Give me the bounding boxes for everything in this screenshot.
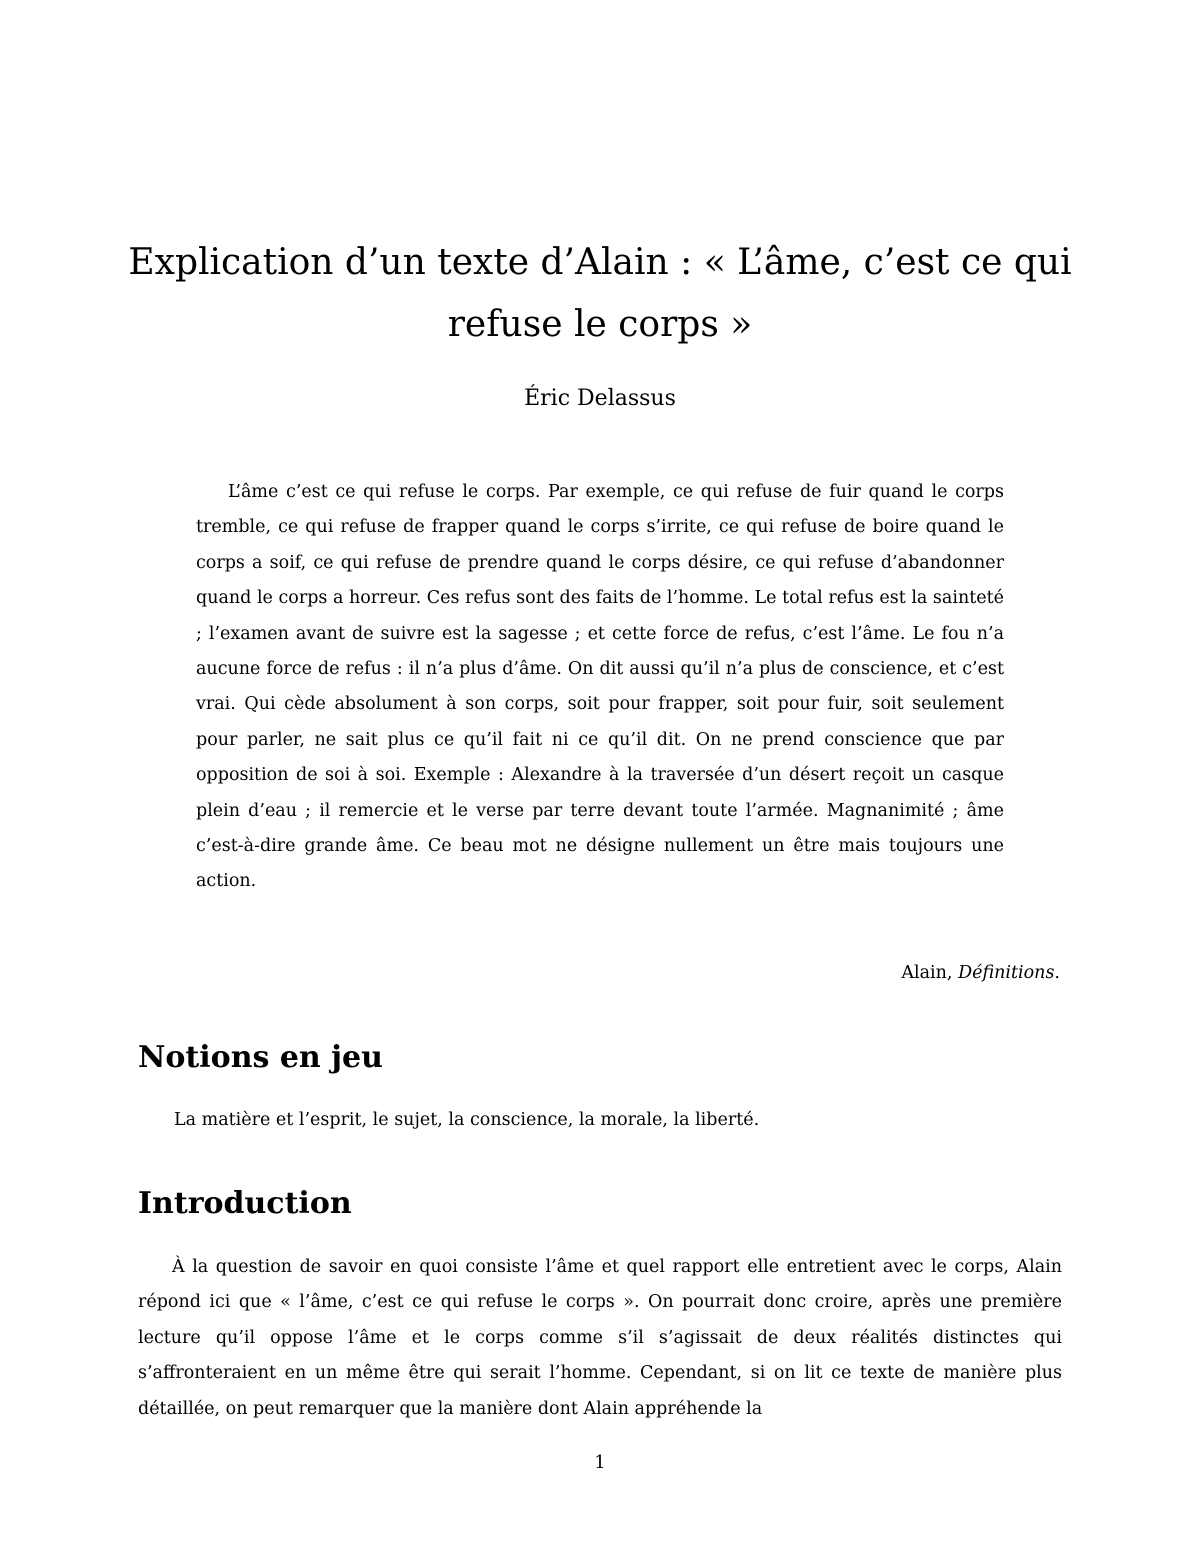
document-title: Explication d’un texte d’Alain : « L’âme, c’est ce qui refuse le corps » (128, 242, 1072, 345)
source-author: Alain, (901, 963, 953, 983)
author-name: Éric Delassus (524, 386, 676, 411)
source-work: Définitions. (958, 963, 1060, 983)
section-heading-introduction: Introduction (138, 1186, 352, 1221)
notions-text: La matière et l’esprit, le sujet, la conscience, la morale, la liberté. (174, 1110, 760, 1130)
page-number: 1 (594, 1452, 606, 1473)
quoted-passage: L’âme c’est ce qui refuse le corps. Par exemple, ce qui refuse de fuir quand le corps tremble, ce qui refuse de frapper quand le corps s’irrite, ce qui refuse de boire quand le corps a soif, ce qui refuse de prendre quand le corps désire, ce qui refuse d’abandonner quand le corps a horreur. Ces refus sont des faits de l’homme. Le total refus est la sainteté ; l’examen avant de suivre est la sagesse ; et cette force de refus, c’est l’âme. Le fou n’a aucune force de refus : il n’a plus d’âme. On dit aussi qu’il n’a plus de conscience, et c’est vrai. Qui cède absolument à son corps, soit pour frapper, soit pour fuir, soit seulement pour parler, ne sait plus ce qu’il fait ni ce qu’il dit. On ne prend conscience que par opposition de soi à soi. Exemple : Alexandre à la traversée d’un désert reçoit un casque plein d’eau ; il remercie et le verse par terre devant toute l’armée. Magnanimité ; âme c’est-à-dire grande âme. Ce beau mot ne désigne nullement un être mais toujours une action. (196, 482, 1004, 892)
section-heading-notions: Notions en jeu (138, 1040, 383, 1075)
quote-source (901, 956, 1060, 990)
introduction-text: À la question de savoir en quoi consiste l’âme et quel rapport elle entretient avec le corps, Alain répond ici que « l’âme, c’est ce qui refuse le corps ». On pourrait donc croire, après une première lecture qu’il oppose l’âme et le corps comme s’il s’agissait de deux réalités distinctes qui s’affronteraient en un même être qui serait l’homme. Cependant, si on lit ce texte de manière plus détaillée, on peut remarquer que la manière dont Alain appréhende la (138, 1257, 1062, 1419)
